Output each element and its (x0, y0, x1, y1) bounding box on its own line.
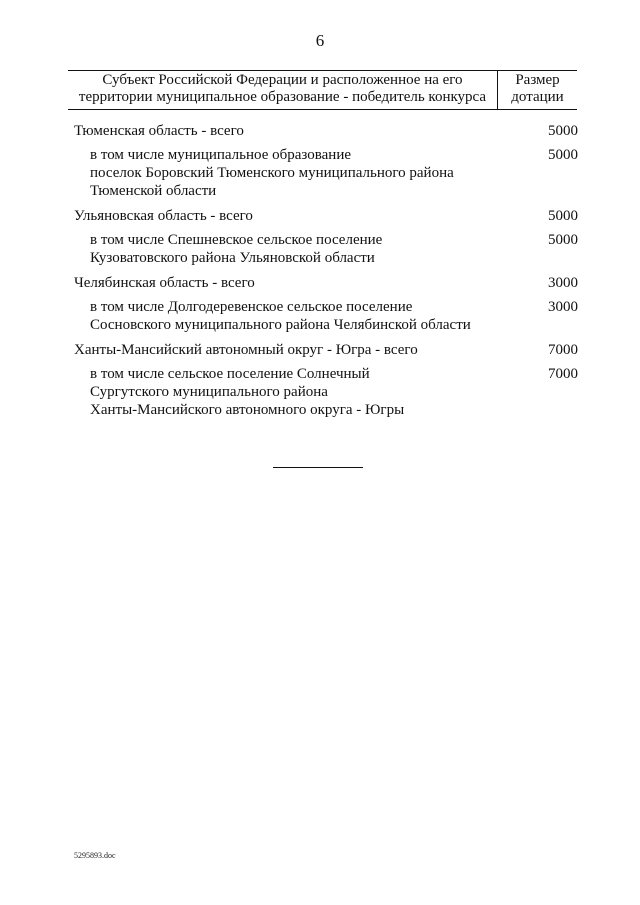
municipality-row (74, 231, 584, 267)
row-name: Тюменская область - всего (74, 123, 244, 139)
subsidy-table (74, 122, 584, 419)
municipality-row (74, 365, 584, 419)
row-amount: 3000 (548, 299, 578, 315)
table-header (68, 70, 577, 110)
municipality-row (74, 298, 584, 334)
row-amount: 7000 (548, 342, 578, 358)
end-of-table-rule (273, 467, 363, 468)
row-name: в том числе муниципальное образование поселок Боровский Тюменского муниципального района Тюменской области (90, 147, 454, 199)
row-amount: 5000 (548, 208, 578, 224)
header-subject-line: территории муниципальное образование - победитель конкурса (78, 89, 487, 105)
region-total-row (74, 207, 584, 225)
header-size-line: дотации (511, 89, 564, 105)
document-code: 5295893.doc (74, 851, 116, 860)
row-name: Челябинская область - всего (74, 275, 255, 291)
row-name: Ульяновская область - всего (74, 208, 253, 224)
region-total-row (74, 274, 584, 292)
header-subject-line: Субъект Российской Федерации и расположенное на его (102, 72, 463, 88)
page-number: 6 (315, 31, 325, 50)
header-size-line: Размер (515, 72, 560, 88)
row-name: в том числе Долгодеревенское сельское поселение Сосновского муниципального района Челябинской области (90, 299, 471, 333)
header-subject-column (68, 71, 498, 109)
row-name: Ханты-Мансийский автономный округ - Югра - всего (74, 342, 418, 358)
row-name: в том числе сельское поселение Солнечный Сургутского муниципального района Ханты-Мансийского автономного округа - Югры (90, 366, 405, 418)
region-total-row (74, 341, 584, 359)
row-amount: 3000 (548, 275, 578, 291)
row-amount: 5000 (548, 147, 578, 163)
header-size-column (498, 71, 577, 109)
row-name: в том числе Спешневское сельское поселение Кузоватовского района Ульяновской области (90, 232, 383, 266)
row-amount: 7000 (548, 366, 578, 382)
region-total-row (74, 122, 584, 140)
row-amount: 5000 (548, 232, 578, 248)
row-amount: 5000 (548, 123, 578, 139)
municipality-row (74, 146, 584, 200)
